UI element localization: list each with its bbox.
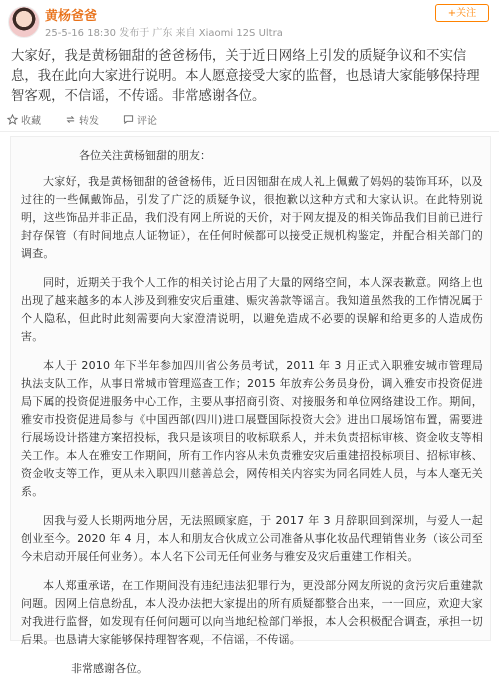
- favorite-label: 收藏: [21, 115, 41, 127]
- author-name[interactable]: 黄杨爸爸: [45, 9, 98, 24]
- favorite-button[interactable]: [7, 112, 41, 127]
- comment-label: 评论: [137, 115, 157, 127]
- avatar[interactable]: [8, 6, 40, 38]
- repost-button[interactable]: [65, 112, 99, 127]
- post-header: [0, 0, 499, 48]
- comment-icon: [123, 114, 134, 125]
- repost-label: 转发: [79, 115, 99, 127]
- post-text: 大家好，我是黄杨钿甜的爸爸杨伟，关于近日网络上引发的质疑争议和不实信息，我在此向大家进行说明。本人愿意接受大家的监督，也恳请大家能够保持理智客观，不信谣，不传谣。非常感谢各位。: [11, 49, 480, 104]
- letter-paragraph: 因我与爱人长期两地分居，无法照顾家庭，于 2017 年 3 月辞职回到深圳，与爱人一起创业至今。2020 年 4 月，本人和朋友合伙成立公司准备从事化妆品代理销售业务（该公司至今未启动开展任何业务）。本人名下公司无任何业务与雅安及灾后重建工作相关。: [21, 514, 483, 563]
- letter-paragraph: 同时，近期关于我个人工作的相关讨论占用了大量的网络空间，本人深表歉意。网络上也出现了越来越多的本人涉及到雅安灾后重建、赈灾善款等谣言。我知道虽然我的工作情况属于个人隐私，但此时此刻需要向大家澄清说明，以避免造成不必要的误解和给更多的人造成伤害。: [21, 276, 483, 343]
- follow-button[interactable]: +关注: [435, 4, 489, 22]
- letter-image[interactable]: [10, 136, 491, 675]
- letter-paragraph: 本人于 2010 年下半年参加四川省公务员考试，2011 年 3 月正式入职雅安城市管理局执法支队工作，从事日常城市管理巡查工作；2015 年放弃公务员身份，调入雅安市投资促进局下属的投资促进服务中心工作，主要从事招商引资、对接服务和单位网络建设工作。期间，雅安市投资促进局参与《中国西部(四川)进口展暨国际投资大会》进出口展场馆布置，需要进行展场设计搭建方案招投标，我只是该项目的收标联系人，并未负责招标审核、资金收支等相关工作。本人在雅安工作期间，所有工作内容从未负责雅安灾后重建招投标项目、招标审核、资金收支等工作，更从未入职四川慈善总会，网传相关内容实为同名同姓人员，与本人毫无关系。: [21, 359, 483, 498]
- star-icon: [7, 114, 18, 125]
- repost-icon: [65, 114, 76, 125]
- letter-signoff: 非常感谢各位。: [71, 662, 148, 675]
- letter-paragraph: 大家好，我是黄杨钿甜的爸爸杨伟，近日因钿甜在成人礼上佩戴了妈妈的装饰耳环，以及过往的一些佩戴饰品，引发了广泛的质疑争议，很抱歉以这种方式和大家认识。在此特别说明，这些饰品并非正品，我们没有网上所说的天价，对于网友提及的相关饰品我们目前已进行封存保管（有时间地点人证物证），在任何时候都可以接受正规机构鉴定，并配合相关部门的调查。: [21, 175, 483, 260]
- letter-body: [21, 147, 483, 678]
- divider: [0, 131, 499, 132]
- post-meta: 25-5-16 18:30 发布于 广东 来自 Xiaomi 12S Ultra: [45, 28, 283, 39]
- letter-salutation: 各位关注黄杨钿甜的朋友：: [79, 149, 211, 162]
- letter-paragraph: 本人郑重承诺，在工作期间没有违纪违法犯罪行为，更没部分网友所说的贪污灾后重建款问题。因网上信息纷乱，本人没办法把大家提出的所有质疑都整合出来，一一回应，欢迎大家对我进行监督，如发现有任何问题可以向当地纪检部门举报，本人会积极配合调查，承担一切后果。也恳请大家能够保持理智客观，不信谣，不传谣。: [21, 579, 483, 646]
- comment-button[interactable]: [123, 112, 157, 127]
- action-bar: [7, 110, 496, 128]
